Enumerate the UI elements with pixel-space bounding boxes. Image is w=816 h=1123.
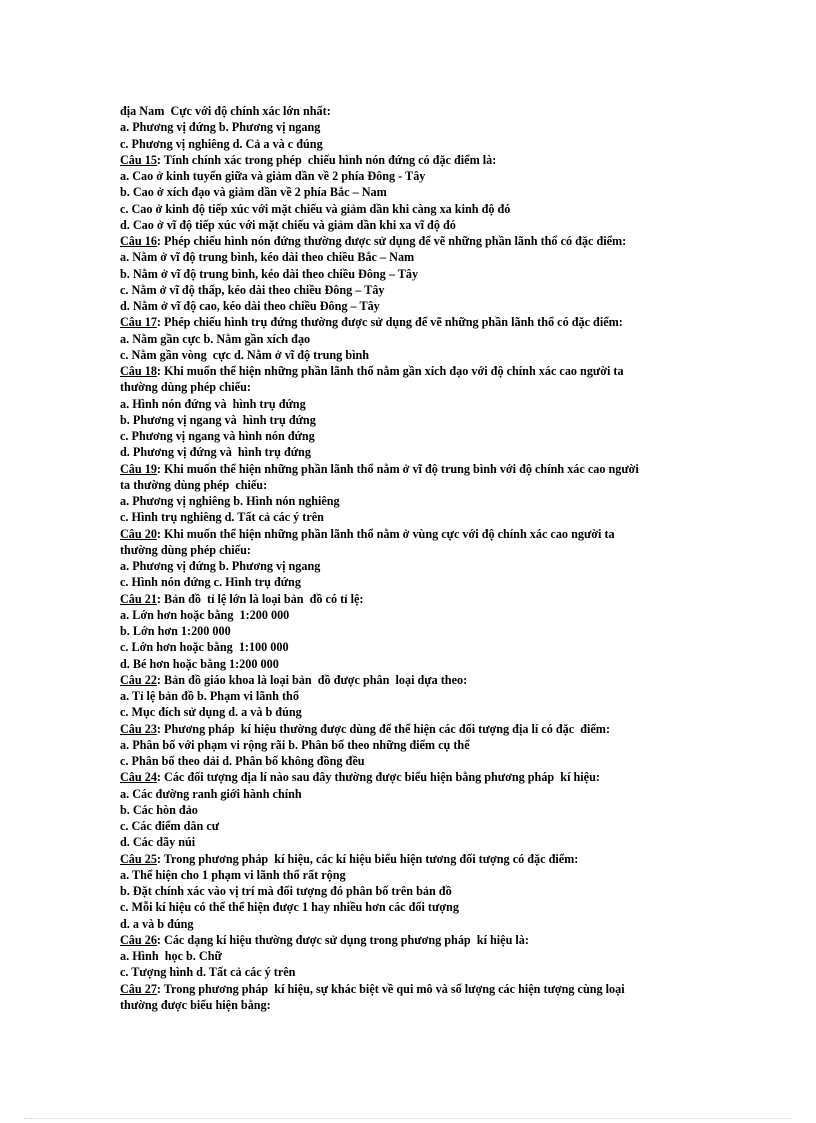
text-line <box>120 753 700 769</box>
question-line <box>120 233 700 249</box>
line-text: c. Tượng hình d. Tất cả các ý trên <box>120 965 296 980</box>
line-text: c. Phân bố theo dải d. Phân bố không đồng đều <box>120 754 365 768</box>
text-line <box>120 964 700 980</box>
text-line <box>120 217 700 233</box>
text-line <box>120 786 700 802</box>
text-line <box>120 444 700 460</box>
text-line <box>120 347 700 363</box>
text-line <box>120 509 700 525</box>
text-line <box>120 298 700 314</box>
line-text: a. Phương vị đứng b. Phương vị ngang <box>120 120 321 135</box>
line-text: d. Cao ở vĩ độ tiếp xúc với mặt chiếu và giảm dần khi xa vĩ độ đó <box>120 217 456 232</box>
line-text: c. Mục đích sử dụng d. a và b đúng <box>120 705 302 720</box>
question-text: : Khi muốn thể hiện những phần lãnh thổ nằm ở vùng cực với độ chính xác cao người ta <box>156 526 615 541</box>
line-text: c. Lớn hơn hoặc bằng 1:100 000 <box>120 640 289 655</box>
text-line <box>120 282 700 298</box>
line-text: d. Phương vị đứng và hình trụ đứng <box>120 445 311 460</box>
text-line <box>120 379 700 395</box>
question-number: Câu 22 <box>120 672 157 687</box>
line-text: d. Các dãy núi <box>120 835 196 850</box>
line-text: b. Đặt chính xác vào vị trí mà đối tượng đó phân bố trên bản đồ <box>120 884 452 898</box>
document-body <box>120 103 700 1013</box>
question-line <box>120 526 700 542</box>
line-text: a. Nằm ở vĩ độ trung bình, kéo dài theo chiều Bắc – Nam <box>120 250 415 265</box>
question-line <box>120 672 700 688</box>
question-text: : Các dạng kí hiệu thường được sử dụng trong phương pháp kí hiệu là: <box>156 932 529 947</box>
question-line <box>120 152 700 168</box>
text-line <box>120 103 700 119</box>
line-text: a. Các đường ranh giới hành chính <box>120 786 302 801</box>
line-text: thường dùng phép chiếu: <box>120 380 251 395</box>
question-text: : Phép chiếu hình nón đứng thường được sử dụng để vẽ những phần lãnh thổ có đặc điểm: <box>156 234 627 248</box>
question-number: Câu 27 <box>120 981 157 996</box>
text-line <box>120 834 700 850</box>
text-line <box>120 948 700 964</box>
line-text: c. Phương vị ngang và hình nón đứng <box>120 429 315 443</box>
text-line <box>120 704 700 720</box>
question-number: Câu 19 <box>120 461 157 476</box>
line-text: a. Lớn hơn hoặc bằng 1:200 000 <box>120 607 290 622</box>
question-number: Câu 24 <box>120 770 157 785</box>
text-line <box>120 639 700 655</box>
question-number: Câu 18 <box>120 364 157 378</box>
text-line <box>120 802 700 818</box>
text-line <box>120 656 700 672</box>
line-text: c. Hình nón đứng c. Hình trụ đứng <box>120 575 301 590</box>
line-text: c. Hình trụ nghiêng d. Tất cả các ý trên <box>120 510 324 525</box>
line-text: thường được biểu hiện bằng: <box>120 997 271 1012</box>
text-line <box>120 916 700 932</box>
question-number: Câu 26 <box>120 932 157 947</box>
question-text: : Trong phương pháp kí hiệu, các kí hiệu biểu hiện tương đối tượng có đặc điểm: <box>156 851 579 866</box>
line-text: c. Nằm ở vĩ độ thấp, kéo dài theo chiều Đông – Tây <box>120 282 385 297</box>
text-line <box>120 168 700 184</box>
text-line <box>120 477 700 493</box>
text-line <box>120 201 700 217</box>
text-line <box>120 493 700 509</box>
question-number: Câu 20 <box>120 526 157 541</box>
question-text: : Tính chính xác trong phép chiếu hình nón đứng có đặc điểm là: <box>156 152 497 167</box>
line-text: d. Nằm ở vĩ độ cao, kéo dài theo chiều Đông – Tây <box>120 299 380 313</box>
question-text: : Bản đồ tỉ lệ lớn là loại bản đồ có tỉ lệ: <box>156 591 364 606</box>
line-text: d. a và b đúng <box>120 916 194 931</box>
question-text: : Bản đồ giáo khoa là loại bản đồ được phân loại dựa theo: <box>156 672 468 687</box>
question-text: : Trong phương pháp kí hiệu, sự khác biệt về qui mô và số lượng các hiện tượng cùng loại <box>156 981 625 996</box>
question-line <box>120 769 700 785</box>
text-line <box>120 867 700 883</box>
line-text: địa Nam Cực với độ chính xác lớn nhất: <box>120 104 331 118</box>
question-number: Câu 15 <box>120 152 157 167</box>
page-footer-divider <box>24 1118 792 1119</box>
line-text: a. Hình học b. Chữ <box>120 949 222 963</box>
line-text: c. Nằm gần vòng cực d. Nằm ở vĩ độ trung bình <box>120 347 370 362</box>
question-number: Câu 16 <box>120 234 157 248</box>
line-text: b. Cao ở xích đạo và giảm dần về 2 phía Bắc – Nam <box>120 185 387 200</box>
line-text: b. Phương vị ngang và hình trụ đứng <box>120 412 316 427</box>
text-line <box>120 136 700 152</box>
line-text: a. Phương vị đứng b. Phương vị ngang <box>120 559 321 573</box>
question-text: : Khi muốn thể hiện những phần lãnh thổ nằm ở vĩ độ trung bình với độ chính xác cao người <box>156 461 639 476</box>
text-line <box>120 883 700 899</box>
text-line <box>120 899 700 915</box>
line-text: a. Phân bố với phạm vi rộng rãi b. Phân bố theo những điểm cụ thể <box>120 737 470 752</box>
line-text: c. Phương vị nghiêng d. Cả a và c đúng <box>120 136 323 151</box>
line-text: b. Nằm ở vĩ độ trung bình, kéo dài theo chiều Đông – Tây <box>120 266 419 281</box>
text-line <box>120 623 700 639</box>
line-text: a. Thể hiện cho 1 phạm vi lãnh thổ rất rộng <box>120 867 346 882</box>
question-text: : Phép chiếu hình trụ đứng thường được sử dụng để vẽ những phần lãnh thổ có đặc điểm: <box>156 315 623 330</box>
question-line <box>120 314 700 330</box>
question-number: Câu 25 <box>120 851 157 866</box>
question-line <box>120 932 700 948</box>
line-text: b. Các hòn đảo <box>120 802 198 817</box>
text-line <box>120 331 700 347</box>
question-number: Câu 21 <box>120 591 157 606</box>
question-text: : Phương pháp kí hiệu thường được dùng để thể hiện các đối tượng địa lí có đặc điểm: <box>156 721 611 736</box>
line-text: a. Phương vị nghiêng b. Hình nón nghiêng <box>120 494 340 508</box>
line-text: d. Bé hơn hoặc bằng 1:200 000 <box>120 656 279 671</box>
question-number: Câu 23 <box>120 721 157 736</box>
text-line <box>120 688 700 704</box>
text-line <box>120 818 700 834</box>
line-text: a. Tỉ lệ bản đồ b. Phạm vi lãnh thổ <box>120 689 299 703</box>
line-text: thường dùng phép chiếu: <box>120 542 251 557</box>
question-line <box>120 461 700 477</box>
line-text: a. Nằm gần cực b. Nằm gần xích đạo <box>120 331 311 346</box>
question-line <box>120 851 700 867</box>
question-line <box>120 591 700 607</box>
question-line <box>120 981 700 997</box>
text-line <box>120 574 700 590</box>
text-line <box>120 558 700 574</box>
text-line <box>120 542 700 558</box>
question-text: : Các đối tượng địa lí nào sau đây thường được biểu hiện bằng phương pháp kí hiệu: <box>156 770 600 785</box>
text-line <box>120 266 700 282</box>
text-line <box>120 396 700 412</box>
line-text: c. Mỗi kí hiệu có thể thể hiện được 1 hay nhiều hơn các đối tượng <box>120 900 459 915</box>
line-text: c. Các điểm dân cư <box>120 819 220 833</box>
line-text: a. Cao ở kinh tuyến giữa và giảm dần về 2 phía Đông - Tây <box>120 169 426 183</box>
text-line <box>120 119 700 135</box>
question-line <box>120 721 700 737</box>
text-line <box>120 737 700 753</box>
text-line <box>120 249 700 265</box>
line-text: ta thường dùng phép chiếu: <box>120 477 268 492</box>
line-text: b. Lớn hơn 1:200 000 <box>120 624 231 638</box>
text-line <box>120 184 700 200</box>
text-line <box>120 428 700 444</box>
text-line <box>120 997 700 1013</box>
question-line <box>120 363 700 379</box>
question-number: Câu 17 <box>120 315 157 330</box>
line-text: a. Hình nón đứng và hình trụ đứng <box>120 396 306 411</box>
text-line <box>120 607 700 623</box>
text-line <box>120 412 700 428</box>
question-text: : Khi muốn thể hiện những phần lãnh thổ nằm gần xích đạo với độ chính xác cao người ta <box>156 364 624 378</box>
line-text: c. Cao ở kinh độ tiếp xúc với mặt chiếu và giảm dần khi càng xa kinh độ đó <box>120 201 511 216</box>
